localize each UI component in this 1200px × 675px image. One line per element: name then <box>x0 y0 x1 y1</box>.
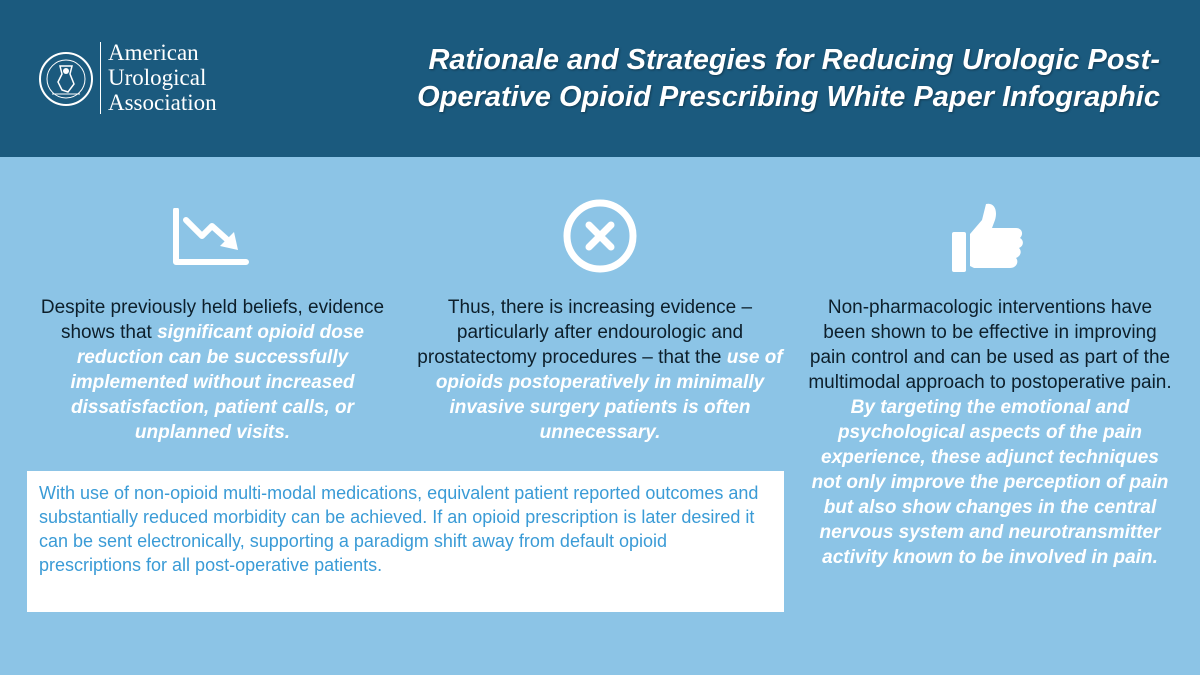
logo-line: Association <box>108 90 217 115</box>
callout-text: With use of non-opioid multi-modal medications, equivalent patient reported outcomes and substantially reduced morbidity can be achieved. If an opioid prescription is later desired it can be sent electronically, supporting a paradigm shift away from default opioid prescriptions for all post-operative patients. <box>39 483 759 575</box>
x-circle-icon <box>562 198 638 274</box>
aua-logo <box>38 40 238 120</box>
column-highlight-text: significant opioid dose reduction can be successfully implemented without increased dissatisfaction, patient calls, or unplanned visits. <box>70 322 364 443</box>
trend-down-icon <box>172 208 250 268</box>
column-body-text: Thus, there is increasing evidence – particularly after endourologic and prostatectomy procedures – that the <box>417 297 753 368</box>
logo-wordmark <box>108 40 217 115</box>
aua-seal-icon <box>38 44 94 114</box>
column-1-text <box>30 295 395 445</box>
column-3-text <box>805 295 1175 570</box>
page-title <box>380 42 1160 116</box>
logo-line: Urological <box>108 65 207 90</box>
column-2-text <box>415 295 785 445</box>
header-banner <box>0 0 1200 157</box>
callout-box <box>27 471 784 612</box>
column-highlight-text: By targeting the emotional and psychological aspects of the pain experience, these adjunct techniques not only improve the perception of pain but also show changes in the central nervous system and neurotransmitter activity known to be involved in pain. <box>811 397 1169 568</box>
logo-divider <box>100 42 101 114</box>
title-line: Operative Opioid Prescribing White Paper Infographic <box>417 81 1160 113</box>
thumbs-up-icon <box>950 200 1026 276</box>
title-line: Rationale and Strategies for Reducing Urologic Post- <box>428 44 1160 76</box>
column-highlight-text: use of opioids postoperatively in minimally invasive surgery patients is often unnecessary. <box>435 347 783 443</box>
column-body-text: Non-pharmacologic interventions have been shown to be effective in improving pain control and can be used as part of the multimodal approach to postoperative pain. <box>808 297 1172 393</box>
column-body-text: Despite previously held beliefs, evidence shows that <box>40 297 385 343</box>
logo-line: American <box>108 40 199 65</box>
